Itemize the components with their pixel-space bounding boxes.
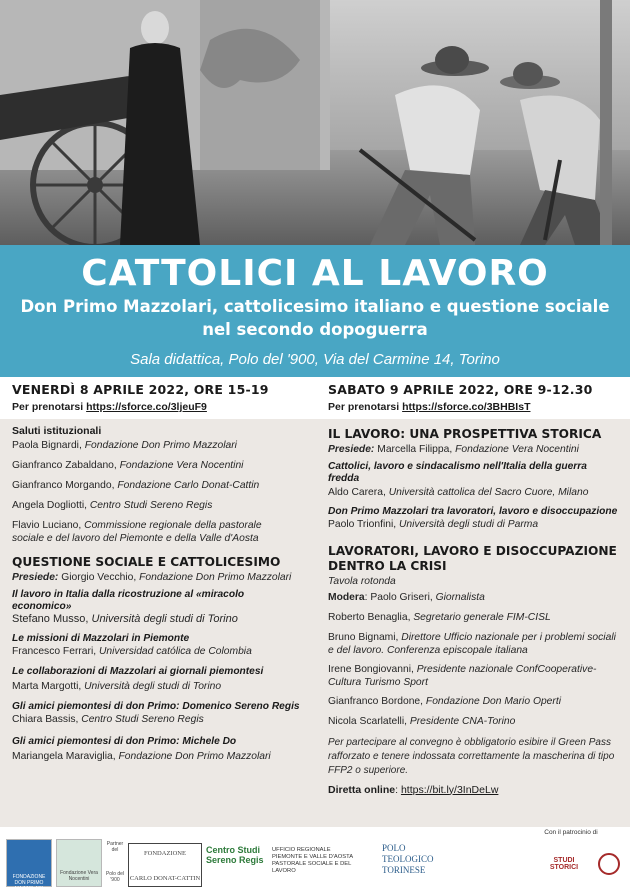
sponsor-logos xyxy=(0,827,630,891)
day2-panel xyxy=(316,419,630,827)
greeting-item: Angela Dogliotti, Centro Studi Sereno Regis xyxy=(12,500,213,511)
title-band xyxy=(0,245,630,377)
day1-chair: Presiede: Giorgio Vecchio, Fondazione Don Primo Mazzolari xyxy=(12,572,292,583)
covid-note: Per partecipare al convegno è obbligatorio esibire il Green Pass rafforzato e tenere indossata correttamente la mascherina di tipo FFP2 o superiore. xyxy=(328,736,615,776)
talk-speaker: Stefano Musso, Università degli studi di Torino xyxy=(12,613,238,625)
panelist: Nicola Scarlatelli, Presidente CNA-Torino xyxy=(328,715,516,727)
talk-speaker: Paolo Trionfini, Università degli studi di Parma xyxy=(328,518,539,530)
day2-column xyxy=(316,377,630,827)
greeting-item: Flavio Luciano, Commissione regionale della pastorale sociale e del lavoro del Piemonte e della Valle d'Aosta xyxy=(12,520,262,544)
talk-speaker: Aldo Carera, Università cattolica del Sacro Cuore, Milano xyxy=(328,487,589,498)
day2-section2-subtitle: Tavola rotonda xyxy=(328,575,396,587)
talk-title: Il lavoro in Italia dalla ricostruzione al «miracolo economico» xyxy=(12,589,245,612)
stream-link[interactable]: https://bit.ly/3InDeLw xyxy=(400,783,499,796)
panelist: Irene Bongiovanni, Presidente nazionale ConfCooperative-Cultura Turismo Sport xyxy=(328,663,597,688)
logo-studi-storici: STUDI STORICI xyxy=(549,857,579,871)
day1-registration xyxy=(12,401,316,413)
day1-column xyxy=(0,377,316,827)
talk-title: Gli amici piemontesi di don Primo: Domenico Sereno Regis xyxy=(12,701,300,712)
panelist: Gianfranco Bordone, Fondazione Don Mario Operti xyxy=(328,695,561,707)
talk-speaker: Chiara Bassis, Centro Studi Sereno Regis xyxy=(12,713,204,725)
greeting-item: Paola Bignardi, Fondazione Don Primo Mazzolari xyxy=(12,440,237,451)
day2-register-label: Per prenotarsi xyxy=(328,401,400,413)
talk-title: Cattolici, lavoro e sindacalismo nell'Italia della guerra fredda xyxy=(328,461,587,484)
talk-title: Gli amici piemontesi di don Primo: Michele Do xyxy=(12,735,237,747)
event-subtitle-line2: nel secondo dopoguerra xyxy=(202,320,428,339)
day1-section-title: QUESTIONE SOCIALE E CATTOLICESIMO xyxy=(12,555,281,569)
logo-mazzolari: FONDAZIONE DON PRIMO MAZZOLARI xyxy=(6,839,52,887)
panelist: Bruno Bignami, Direttore Ufficio nazionale per i problemi sociali e del lavoro. Conferenza episcopale italiana xyxy=(328,631,616,656)
day1-panel xyxy=(0,419,316,827)
day2-heading: SABATO 9 APRILE 2022, ORE 9-12.30 xyxy=(328,382,593,397)
greetings-label: Saluti istituzionali xyxy=(12,425,102,437)
day2-section1-title: IL LAVORO: UNA PROSPETTIVA STORICA xyxy=(328,427,602,441)
logo-nocentini: Fondazione Vera Nocentini xyxy=(56,839,102,887)
greeting-item: Gianfranco Morgando, Fondazione Carlo Donat-Cattin xyxy=(12,480,260,491)
event-title: CATTOLICI AL LAVORO xyxy=(81,253,549,294)
logo-donat-cattin: FONDAZIONE CARLO DONAT-CATTIN xyxy=(128,843,202,887)
logo-polo900: Polo del '900 xyxy=(105,871,125,883)
panelist: Roberto Benaglia, Segretario generale FIM-CISL xyxy=(328,611,551,623)
talk-speaker: Marta Margotti, Università degli studi di Torino xyxy=(12,681,222,692)
day2-chair: Presiede: Marcella Filippa, Fondazione Vera Nocentini xyxy=(328,444,579,455)
stream-line: Diretta online: https://bit.ly/3InDeLw xyxy=(328,783,499,796)
seal-icon xyxy=(598,853,620,875)
greeting-item: Gianfranco Zabaldano, Fondazione Vera Nocentini xyxy=(12,460,244,471)
logo-partner-label: Partner del xyxy=(106,841,124,853)
talk-title: Don Primo Mazzolari tra lavoratori, lavoro e disoccupazione xyxy=(328,506,618,517)
header-photo-illustration xyxy=(0,0,630,245)
talk-title: Le collaborazioni di Mazzolari ai giornali piemontesi xyxy=(12,665,264,677)
talk-speaker: Francesco Ferrari, Universidad católica de Colombia xyxy=(12,645,252,657)
day1-register-link[interactable]: https://sforce.co/3ljeuF9 xyxy=(86,401,207,413)
day1-header xyxy=(0,377,316,419)
day2-section2-title: LAVORATORI, LAVORO E DISOCCUPAZIONE DENTRO LA CRISI xyxy=(328,543,617,573)
talk-speaker: Mariangela Maraviglia, Fondazione Don Primo Mazzolari xyxy=(12,751,271,762)
talk-title: Le missioni di Mazzolari in Piemonte xyxy=(12,633,190,644)
header-photo xyxy=(0,0,630,245)
day2-registration xyxy=(328,401,630,413)
logo-pastorale: UFFICIO REGIONALE PIEMONTE E VALLE D'AOSTA PASTORALE SOCIALE E DEL LAVORO xyxy=(272,847,354,874)
logo-polo-teologico: POLO TEOLOGICO TORINESE xyxy=(382,843,434,875)
moderator: Modera: Paolo Griseri, Giornalista xyxy=(328,591,485,603)
logo-sereno-regis: Centro Studi Sereno Regis xyxy=(206,845,264,865)
event-venue: Sala didattica, Polo del '900, Via del Carmine 14, Torino xyxy=(130,351,500,368)
day2-header xyxy=(316,377,630,419)
day1-register-label: Per prenotarsi xyxy=(12,401,84,413)
day2-register-link[interactable]: https://sforce.co/3BHBIsT xyxy=(402,401,531,413)
event-subtitle-line1: Don Primo Mazzolari, cattolicesimo italiano e questione sociale xyxy=(20,297,610,316)
patrocinio-label: Con il patrocinio di xyxy=(544,829,598,836)
day1-heading: VENERDÌ 8 APRILE 2022, ORE 15-19 xyxy=(12,382,269,397)
